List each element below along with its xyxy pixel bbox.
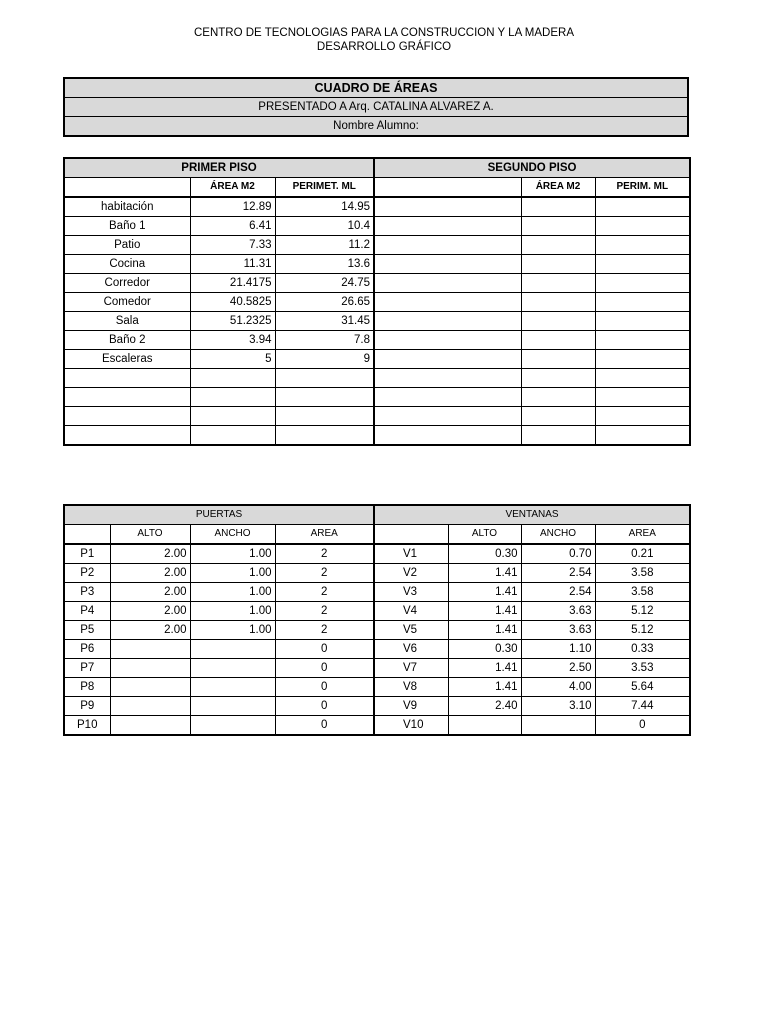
window-id: V5 [374, 621, 448, 640]
second-floor-room [374, 312, 521, 331]
door-alto: 2.00 [110, 564, 190, 583]
window-area: 0.21 [595, 544, 690, 564]
second-floor-area [521, 388, 595, 407]
table-row [64, 678, 690, 697]
door-area-header: AREA [275, 525, 374, 545]
second-floor-perimeter [595, 350, 690, 369]
window-alto: 0.30 [448, 544, 521, 564]
door-ancho: 1.00 [190, 602, 275, 621]
room-area: 21.4175 [190, 274, 275, 293]
room-perimeter [275, 426, 374, 446]
room-area [190, 407, 275, 426]
openings-table [63, 504, 691, 736]
door-ancho: 1.00 [190, 583, 275, 602]
course-name: DESARROLLO GRÁFICO [316, 41, 452, 53]
window-ancho: 3.10 [521, 697, 595, 716]
presented-to: PRESENTADO A Arq. CATALINA ALVAREZ A. [64, 98, 688, 117]
door-id: P1 [64, 544, 110, 564]
window-id: V3 [374, 583, 448, 602]
table-row [64, 544, 690, 564]
window-area: 5.64 [595, 678, 690, 697]
second-floor-area [521, 331, 595, 350]
window-ancho: 4.00 [521, 678, 595, 697]
room-perimeter: 24.75 [275, 274, 374, 293]
window-ancho: 1.10 [521, 640, 595, 659]
table-row [64, 388, 690, 407]
window-alto: 0.30 [448, 640, 521, 659]
second-floor-perimeter [595, 312, 690, 331]
window-id: V4 [374, 602, 448, 621]
room-name [64, 369, 190, 388]
window-ancho: 2.54 [521, 583, 595, 602]
page-header [0, 26, 768, 54]
table-row [64, 293, 690, 312]
door-id: P2 [64, 564, 110, 583]
table-row [64, 621, 690, 640]
door-alto [110, 716, 190, 736]
door-ancho [190, 716, 275, 736]
door-id: P7 [64, 659, 110, 678]
door-area: 0 [275, 659, 374, 678]
room-name: Comedor [64, 293, 190, 312]
room-header-cell [374, 178, 521, 198]
second-floor-perimeter [595, 217, 690, 236]
table-title: CUADRO DE ÁREAS [64, 78, 688, 98]
window-alto: 1.41 [448, 659, 521, 678]
second-floor-perimeter [595, 293, 690, 312]
room-area: 6.41 [190, 217, 275, 236]
area-column-header: ÁREA M2 [190, 178, 275, 198]
second-floor-area [521, 255, 595, 274]
second-floor-room [374, 236, 521, 255]
room-perimeter: 10.4 [275, 217, 374, 236]
second-floor-room [374, 255, 521, 274]
table-row [64, 716, 690, 736]
table-row [64, 426, 690, 446]
second-floor-area [521, 312, 595, 331]
second-floor-room [374, 331, 521, 350]
second-floor-room [374, 217, 521, 236]
door-ancho [190, 678, 275, 697]
room-name: Escaleras [64, 350, 190, 369]
table-row [64, 583, 690, 602]
second-floor-perimeter [595, 369, 690, 388]
door-area: 2 [275, 602, 374, 621]
window-id: V2 [374, 564, 448, 583]
room-area: 51.2325 [190, 312, 275, 331]
door-ancho [190, 659, 275, 678]
door-id: P3 [64, 583, 110, 602]
room-area: 11.31 [190, 255, 275, 274]
window-id: V9 [374, 697, 448, 716]
window-ancho: 3.63 [521, 621, 595, 640]
door-id: P5 [64, 621, 110, 640]
room-name [64, 426, 190, 446]
room-name [64, 407, 190, 426]
room-name: habitación [64, 197, 190, 217]
door-ancho [190, 697, 275, 716]
door-alto [110, 659, 190, 678]
perimeter-column-header: PERIMET. ML [275, 178, 374, 198]
door-alto: 2.00 [110, 621, 190, 640]
second-floor-room [374, 369, 521, 388]
window-alto-header: ALTO [448, 525, 521, 545]
room-area: 3.94 [190, 331, 275, 350]
table-row [64, 274, 690, 293]
table-row [64, 407, 690, 426]
door-area: 0 [275, 678, 374, 697]
door-area: 0 [275, 640, 374, 659]
door-area: 0 [275, 716, 374, 736]
window-area: 0 [595, 716, 690, 736]
second-floor-perimeter [595, 388, 690, 407]
room-name: Baño 1 [64, 217, 190, 236]
room-name: Corredor [64, 274, 190, 293]
second-floor-room [374, 388, 521, 407]
table-row [64, 350, 690, 369]
table-row [64, 697, 690, 716]
room-perimeter: 14.95 [275, 197, 374, 217]
second-floor-perimeter [595, 331, 690, 350]
door-id: P9 [64, 697, 110, 716]
window-alto: 1.41 [448, 583, 521, 602]
window-id-header [374, 525, 448, 545]
room-name: Patio [64, 236, 190, 255]
window-id: V8 [374, 678, 448, 697]
room-area: 7.33 [190, 236, 275, 255]
room-perimeter [275, 369, 374, 388]
table-row [64, 197, 690, 217]
door-id: P4 [64, 602, 110, 621]
window-id: V6 [374, 640, 448, 659]
room-header-cell [64, 178, 190, 198]
table-row [64, 217, 690, 236]
room-perimeter: 26.65 [275, 293, 374, 312]
second-floor-room [374, 407, 521, 426]
areas-table [63, 157, 691, 446]
door-alto [110, 640, 190, 659]
window-id: V1 [374, 544, 448, 564]
room-name: Cocina [64, 255, 190, 274]
second-floor-area [521, 350, 595, 369]
institution-name: CENTRO DE TECNOLOGIAS PARA LA CONSTRUCCION Y LA MADERA [193, 27, 575, 39]
second-floor-room [374, 350, 521, 369]
window-alto [448, 716, 521, 736]
window-ancho: 0.70 [521, 544, 595, 564]
table-row [64, 602, 690, 621]
room-perimeter [275, 407, 374, 426]
window-area: 3.58 [595, 583, 690, 602]
table-row [64, 640, 690, 659]
window-ancho: 2.50 [521, 659, 595, 678]
room-perimeter [275, 388, 374, 407]
door-id: P6 [64, 640, 110, 659]
window-alto: 1.41 [448, 602, 521, 621]
room-perimeter: 9 [275, 350, 374, 369]
info-table [63, 77, 689, 137]
window-alto: 2.40 [448, 697, 521, 716]
window-area: 3.58 [595, 564, 690, 583]
room-area: 5 [190, 350, 275, 369]
door-ancho-header: ANCHO [190, 525, 275, 545]
second-floor-area [521, 426, 595, 446]
room-area: 40.5825 [190, 293, 275, 312]
door-id-header [64, 525, 110, 545]
window-ancho-header: ANCHO [521, 525, 595, 545]
door-area: 2 [275, 583, 374, 602]
window-area: 0.33 [595, 640, 690, 659]
table-row [64, 255, 690, 274]
window-area: 3.53 [595, 659, 690, 678]
second-floor-perimeter [595, 197, 690, 217]
room-perimeter: 13.6 [275, 255, 374, 274]
second-floor-room [374, 197, 521, 217]
first-floor-title: PRIMER PISO [64, 158, 374, 178]
room-name [64, 388, 190, 407]
window-alto: 1.41 [448, 678, 521, 697]
second-floor-area [521, 197, 595, 217]
door-alto [110, 697, 190, 716]
door-alto-header: ALTO [110, 525, 190, 545]
window-id: V7 [374, 659, 448, 678]
second-floor-area [521, 407, 595, 426]
door-area: 2 [275, 621, 374, 640]
window-area: 7.44 [595, 697, 690, 716]
area-column-header: ÁREA M2 [521, 178, 595, 198]
window-alto: 1.41 [448, 621, 521, 640]
windows-title: VENTANAS [374, 505, 690, 525]
window-ancho: 2.54 [521, 564, 595, 583]
doors-title: PUERTAS [64, 505, 374, 525]
window-alto: 1.41 [448, 564, 521, 583]
window-ancho [521, 716, 595, 736]
room-area [190, 426, 275, 446]
table-row [64, 659, 690, 678]
door-alto: 2.00 [110, 544, 190, 564]
window-area: 5.12 [595, 621, 690, 640]
second-floor-perimeter [595, 236, 690, 255]
room-perimeter: 31.45 [275, 312, 374, 331]
second-floor-perimeter [595, 407, 690, 426]
room-area [190, 388, 275, 407]
room-name: Baño 2 [64, 331, 190, 350]
room-perimeter: 7.8 [275, 331, 374, 350]
door-area: 2 [275, 564, 374, 583]
door-alto: 2.00 [110, 583, 190, 602]
window-id: V10 [374, 716, 448, 736]
door-ancho: 1.00 [190, 544, 275, 564]
window-ancho: 3.63 [521, 602, 595, 621]
second-floor-perimeter [595, 426, 690, 446]
door-area: 2 [275, 544, 374, 564]
second-floor-title: SEGUNDO PISO [374, 158, 690, 178]
second-floor-area [521, 369, 595, 388]
door-alto: 2.00 [110, 602, 190, 621]
table-row [64, 369, 690, 388]
second-floor-room [374, 274, 521, 293]
second-floor-area [521, 274, 595, 293]
second-floor-room [374, 293, 521, 312]
door-ancho [190, 640, 275, 659]
window-area-header: AREA [595, 525, 690, 545]
door-alto [110, 678, 190, 697]
second-floor-perimeter [595, 274, 690, 293]
second-floor-area [521, 236, 595, 255]
window-area: 5.12 [595, 602, 690, 621]
second-floor-area [521, 293, 595, 312]
door-area: 0 [275, 697, 374, 716]
table-row [64, 331, 690, 350]
room-area [190, 369, 275, 388]
second-floor-room [374, 426, 521, 446]
door-ancho: 1.00 [190, 564, 275, 583]
door-ancho: 1.00 [190, 621, 275, 640]
door-id: P8 [64, 678, 110, 697]
table-row [64, 564, 690, 583]
room-name: Sala [64, 312, 190, 331]
second-floor-perimeter [595, 255, 690, 274]
table-row [64, 312, 690, 331]
second-floor-area [521, 217, 595, 236]
table-row [64, 236, 690, 255]
door-id: P10 [64, 716, 110, 736]
room-area: 12.89 [190, 197, 275, 217]
perimeter-column-header: PERIM. ML [595, 178, 690, 198]
room-perimeter: 11.2 [275, 236, 374, 255]
student-name-label: Nombre Alumno: [64, 117, 688, 137]
